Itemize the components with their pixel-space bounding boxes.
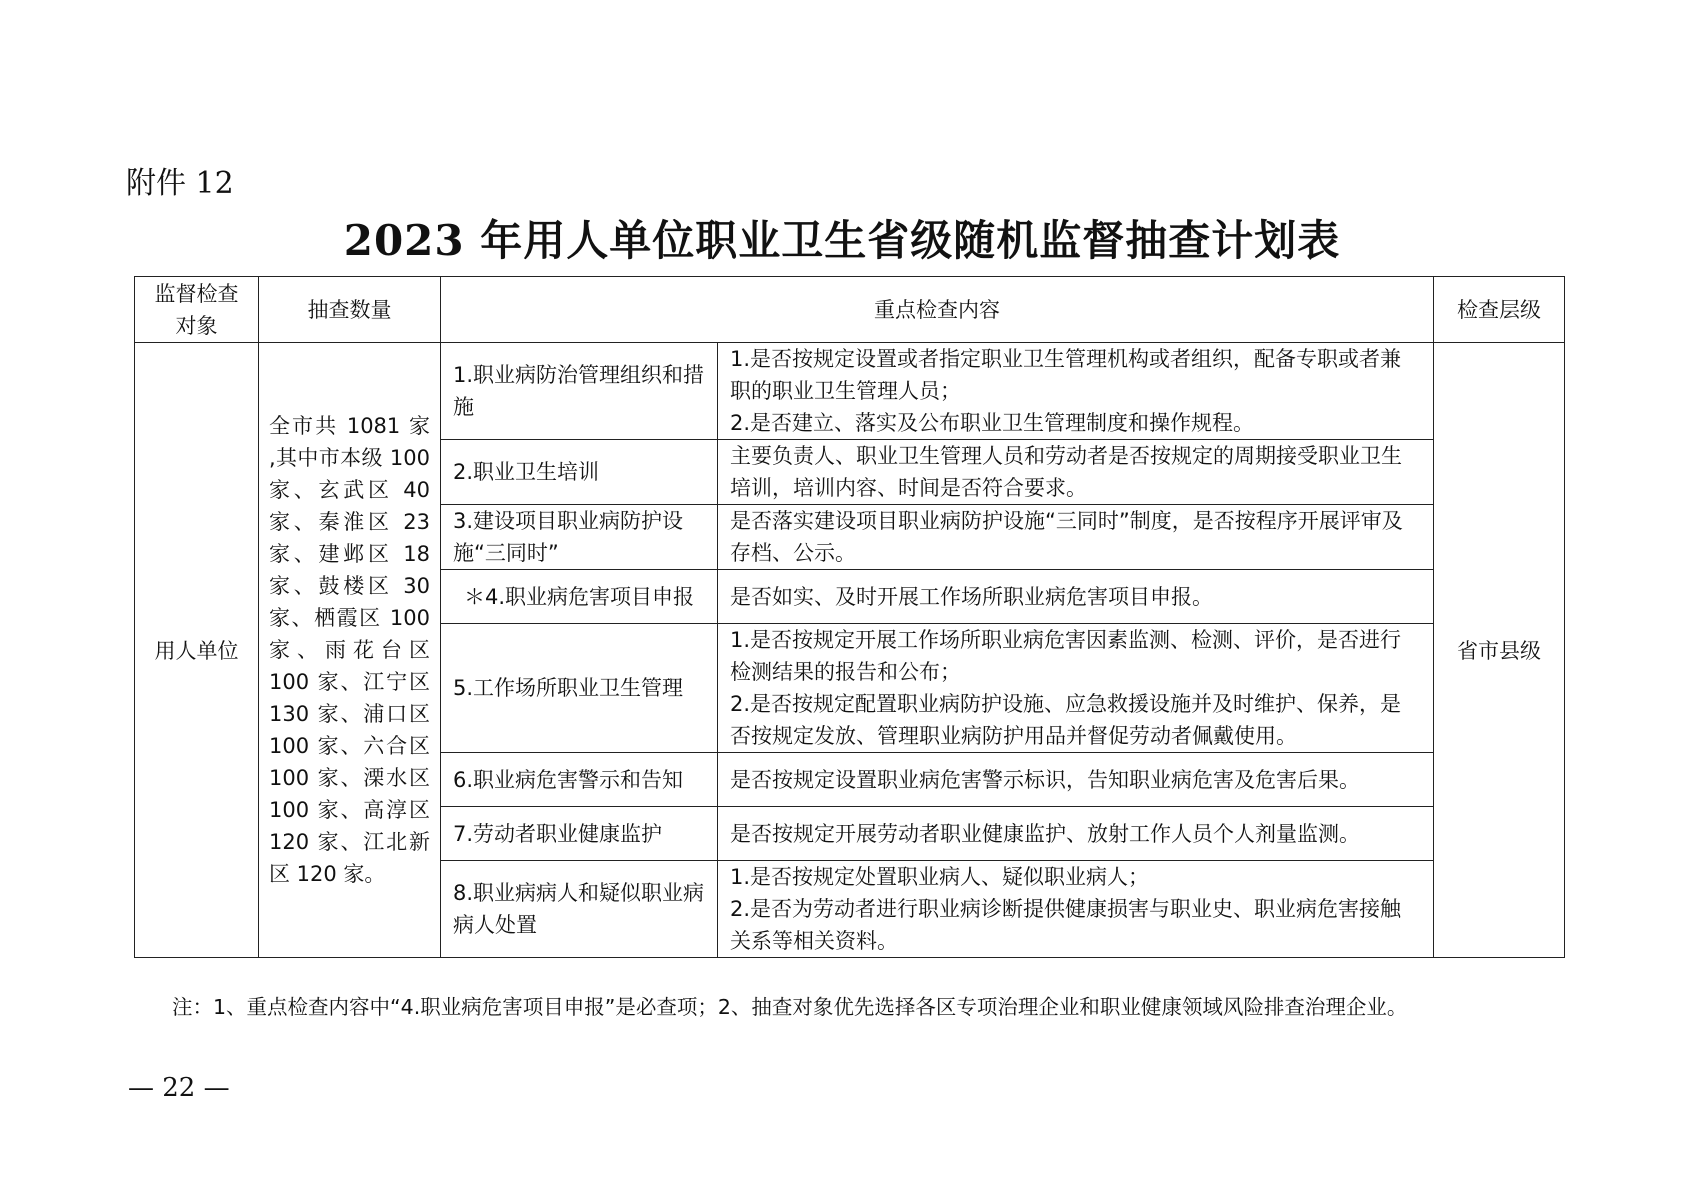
check-detail-line: 1.是否按规定开展工作场所职业病危害因素监测、检测、评价，是否进行检测结果的报告和公布； (730, 628, 1402, 684)
check-item: ＊4.职业病危害项目申报 (441, 570, 718, 624)
table-row (135, 343, 1565, 440)
table-header-row (135, 277, 1565, 343)
inspection-plan-table (134, 276, 1565, 958)
check-detail (718, 570, 1434, 624)
annex-label: 附件 12 (126, 166, 234, 201)
check-detail (718, 440, 1434, 505)
target-cell: 用人单位 (135, 343, 259, 958)
level-cell: 省市县级 (1434, 343, 1565, 958)
check-detail (718, 624, 1434, 753)
check-item: 3.建设项目职业病防护设施“三同时” (441, 505, 718, 570)
check-detail-line: 2.是否建立、落实及公布职业卫生管理制度和操作规程。 (730, 411, 1255, 435)
check-detail (718, 343, 1434, 440)
page-title: 2023 年用人单位职业卫生省级随机监督抽查计划表 (343, 216, 1341, 265)
check-item: 1.职业病防治管理组织和措施 (441, 343, 718, 440)
header-target (135, 277, 259, 343)
check-detail-line: 是否按规定设置职业病危害警示标识，告知职业病危害及危害后果。 (730, 767, 1360, 792)
check-item: 6.职业病危害警示和告知 (441, 753, 718, 807)
check-detail-line: 是否如实、及时开展工作场所职业病危害项目申报。 (730, 584, 1213, 609)
check-item: 8.职业病病人和疑似职业病病人处置 (441, 861, 718, 958)
check-item: 5.工作场所职业卫生管理 (441, 624, 718, 753)
check-detail-line: 主要负责人、职业卫生管理人员和劳动者是否按规定的周期接受职业卫生培训，培训内容、时间是否符合要求。 (730, 444, 1402, 500)
check-detail-line: 2.是否按规定配置职业病防护设施、应急救援设施并及时维护、保养，是否按规定发放、管理职业病防护用品并督促劳动者佩戴使用。 (730, 692, 1402, 748)
check-detail-line: 2.是否为劳动者进行职业病诊断提供健康损害与职业史、职业病危害接触关系等相关资料。 (730, 897, 1402, 953)
check-detail-line: 1.是否按规定设置或者指定职业卫生管理机构或者组织，配备专职或者兼职的职业卫生管理人员； (730, 347, 1402, 403)
header-level: 检查层级 (1434, 277, 1565, 343)
count-cell: 全市共 1081 家 ,其中市本级 100 家、玄武区 40 家、秦淮区 23 家、建邺区 18 家、鼓楼区 30 家、栖霞区 100 家、雨花台区 100 家、江宁区 130 家、浦口区 100 家、六合区 100 家、溧水区 100 家、高淳区 120 家、江北新区 120 家。 (259, 343, 441, 958)
check-detail (718, 807, 1434, 861)
page-number: — 22 — (128, 1073, 230, 1103)
check-detail-line: 是否落实建设项目职业病防护设施“三同时”制度，是否按程序开展评审及存档、公示。 (730, 509, 1403, 565)
check-detail (718, 861, 1434, 958)
table-body (135, 343, 1565, 958)
header-content: 重点检查内容 (441, 277, 1434, 343)
check-detail (718, 753, 1434, 807)
check-detail-line: 1.是否按规定处置职业病人、疑似职业病人； (730, 865, 1150, 889)
header-target-line1: 监督检查 (154, 281, 239, 306)
header-count: 抽查数量 (259, 277, 441, 343)
check-item: 2.职业卫生培训 (441, 440, 718, 505)
check-detail-line: 是否按规定开展劳动者职业健康监护、放射工作人员个人剂量监测。 (730, 821, 1360, 846)
check-item: 7.劳动者职业健康监护 (441, 807, 718, 861)
check-detail (718, 505, 1434, 570)
header-target-line2: 对象 (175, 313, 218, 338)
table-note: 注：1、重点检查内容中“4.职业病危害项目申报”是必查项；2、抽查对象优先选择各区专项治理企业和职业健康领域风险排查治理企业。 (172, 995, 1408, 1019)
